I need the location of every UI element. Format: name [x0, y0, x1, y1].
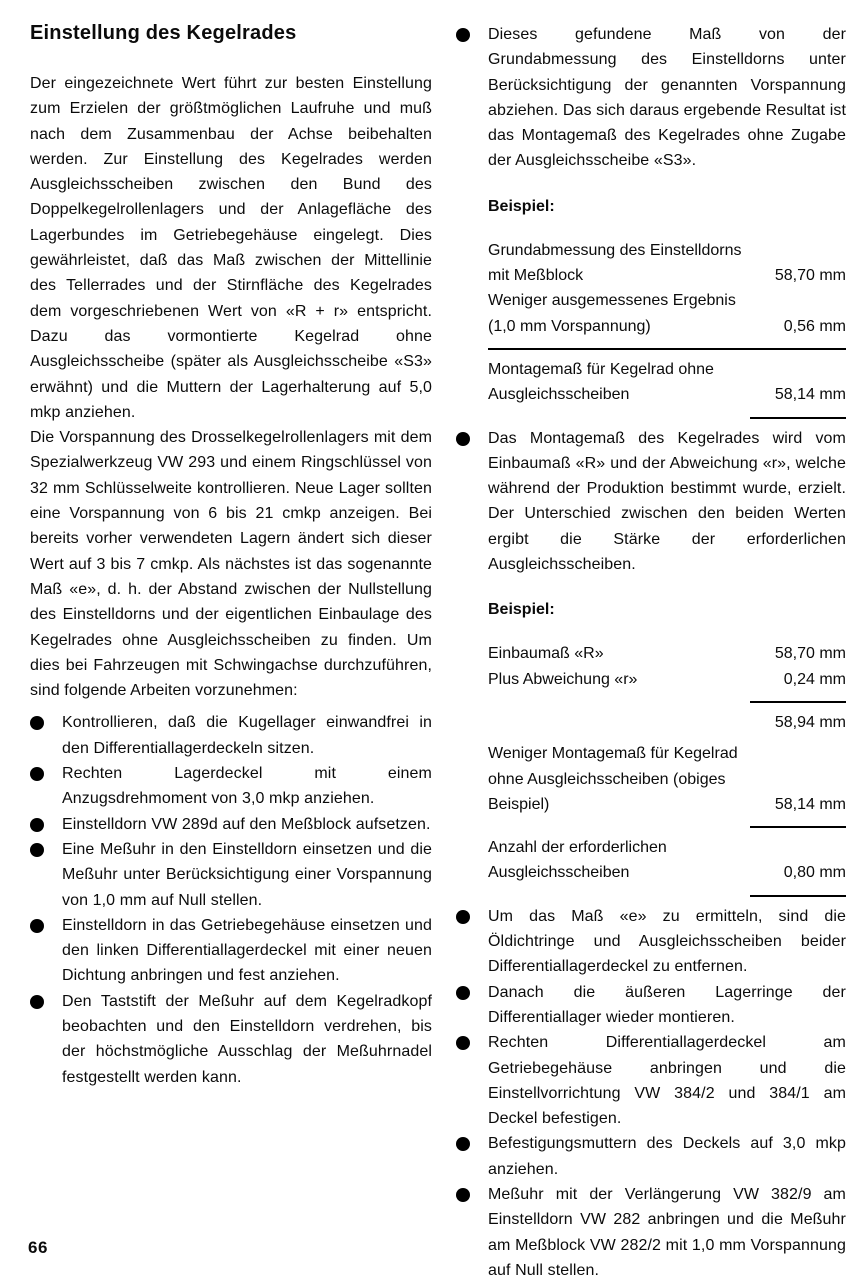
bullet-icon — [456, 432, 470, 446]
list-item-text: Rechten Lagerdeckel mit einem Anzugsdrehmoment von 3,0 mkp anziehen. — [62, 765, 432, 808]
sum-rule — [750, 895, 846, 897]
row-label: Einbaumaß «R» — [488, 645, 604, 663]
row-label: Plus Abweichung «r» — [488, 670, 638, 688]
sum-rule — [488, 348, 846, 350]
list-item — [456, 1182, 846, 1283]
list-item-text: Einstelldorn in das Getriebegehäuse einsetzen und den linken Differentiallagerdeckel mit einer neuen Dichtung anbringen und fest anziehen. — [62, 916, 432, 985]
list-item — [30, 989, 432, 1090]
list-item-text: Um das Maß «e» zu ermitteln, sind die Öldichtringe und Ausgleichsscheiben beider Differentiallagerdeckel zu entfernen. — [488, 907, 846, 976]
bullet-icon — [30, 995, 44, 1009]
table-row — [488, 288, 846, 339]
list-item — [30, 812, 432, 837]
list-item-text: Meßuhr mit der Verlängerung VW 382/9 am Einstelldorn VW 282 anbringen und die Meßuhr am Meßblock VW 282/2 mit 1,0 mm Vorspannung auf Null stellen. — [488, 1185, 846, 1279]
example-table-2 — [488, 601, 846, 896]
list-item-text: Das Montagemaß des Kegelrades wird vom Einbaumaß «R» und der Abweichung «r», welche während der Produktion bestimmt wurde, erzielt. Der Unterschied zwischen den beiden Werten ergibt die Stärke der erforderlichen Ausgleichsscheiben. — [488, 429, 846, 574]
example-table-1 — [488, 198, 846, 419]
list-item — [30, 913, 432, 989]
row-value: 0,24 mm — [783, 670, 846, 688]
row-label: Anzahl der erforderlichen Ausgleichsscheiben — [488, 839, 667, 882]
list-item — [456, 1030, 846, 1131]
row-label: Weniger Montagemaß für Kegelrad ohne Ausgleichsscheiben (obiges Beispiel) — [488, 745, 738, 813]
table-row — [488, 710, 846, 735]
list-item-text: Danach die äußeren Lagerringe der Differentiallager wieder montieren. — [488, 983, 846, 1026]
table-row — [488, 357, 846, 408]
list-item-text: Eine Meßuhr in den Einstelldorn einsetzen und die Meßuhr unter Berücksichtigung einer Vorspannung von 1,0 mm auf Null stellen. — [62, 840, 432, 909]
bullet-icon — [456, 910, 470, 924]
row-value: 58,14 mm — [774, 795, 846, 813]
right-column — [456, 22, 846, 1279]
table-row — [488, 741, 846, 817]
row-value: 58,14 mm — [774, 386, 846, 404]
bullet-icon — [30, 818, 44, 832]
list-item-text: Einstelldorn VW 289d auf den Meßblock aufsetzen. — [62, 815, 431, 833]
row-label: Grundabmessung des Einstelldorns mit Meßblock — [488, 241, 742, 285]
row-value: 58,94 mm — [774, 713, 846, 731]
example-heading: Beispiel: — [488, 197, 555, 215]
row-value: 0,80 mm — [783, 864, 846, 882]
table-row — [488, 641, 846, 666]
list-item-text: Kontrollieren, daß die Kugellager einwandfrei in den Differentiallagerdeckeln sitzen. — [62, 714, 432, 757]
bullet-icon — [30, 716, 44, 730]
list-item — [456, 980, 846, 1031]
list-item — [456, 1131, 846, 1182]
bullet-icon — [30, 767, 44, 781]
bullet-icon — [456, 986, 470, 1000]
section-title: Einstellung des Kegelrades — [30, 22, 297, 44]
sum-rule — [750, 701, 846, 703]
right-bullet-list — [456, 904, 846, 1283]
bullet-icon — [30, 843, 44, 857]
list-item-text: Den Taststift der Meßuhr auf dem Kegelradkopf beobachten und den Einstelldorn verdrehen, bis der höchstmögliche Ausschlag der Meßuhrnadel festgestellt werden kann. — [62, 992, 432, 1086]
left-column — [30, 22, 432, 1276]
bullet-icon — [456, 1188, 470, 1202]
bullet-icon — [456, 1036, 470, 1050]
list-item — [30, 710, 432, 761]
row-label: Weniger ausgemessenes Ergebnis (1,0 mm Vorspannung) — [488, 292, 736, 335]
sum-rule — [750, 417, 846, 419]
left-bullet-list — [30, 710, 432, 1089]
bullet-icon — [30, 919, 44, 933]
table-row — [488, 667, 846, 692]
bullet-icon — [456, 28, 470, 42]
paragraph-2: Die Vorspannung des Drosselkegelrollenlagers mit dem Spezialwerkzeug VW 293 und einem Ringschlüssel von 32 mm Schlüsselweite kontrollieren. Neue Lager sollten eine Vorspannung von 6 bis 21 cmkp anzeigen. Bei bereits vorher verwendeten Lagern ändert sich dieser Wert auf 3 bis 7 cmkp. Als nächstes ist das sogenannte Maß «e», d. h. der Abstand zwischen der Nullstellung des Einstelldorns und der eigentlichen Einbaulage des Kegelrades ohne Ausgleichsscheiben zu finden. Um dies bei Fahrzeugen mit Schwingachse durchzuführen, sind folgende Arbeiten vorzunehmen: — [30, 429, 432, 700]
row-label: Montagemaß für Kegelrad ohne Ausgleichsscheiben — [488, 360, 714, 404]
row-value: 58,70 mm — [774, 645, 846, 663]
page-number: 66 — [28, 1238, 48, 1257]
table-row — [488, 238, 846, 289]
list-item — [30, 837, 432, 913]
list-item-text: Befestigungsmuttern des Deckels auf 3,0 mkp anziehen. — [488, 1135, 846, 1178]
bullet-icon — [456, 1137, 470, 1151]
row-value: 0,56 mm — [783, 317, 846, 335]
list-item — [456, 426, 846, 578]
list-item-text: Dieses gefundene Maß von der Grundabmessung des Einstelldorns unter Berücksichtigung der genannten Vorspannung abziehen. Das sich daraus ergebende Resultat ist das Montagemaß des Kegelrades ohne Zugabe der Ausgleichsscheibe «S3». — [488, 26, 846, 170]
list-item — [30, 761, 432, 812]
list-item — [456, 904, 846, 980]
list-item-text: Rechten Differentiallagerdeckel am Getriebegehäuse anbringen und die Einstellvorrichtung VW 384/2 und 384/1 am Deckel befestigen. — [488, 1034, 846, 1128]
table-row — [488, 835, 846, 886]
example-heading: Beispiel: — [488, 601, 555, 619]
paragraph-1: Der eingezeichnete Wert führt zur besten Einstellung zum Erzielen der größtmöglichen Laufruhe und muß nach dem Zusammenbau der Achse beibehalten werden. Zur Einstellung des Kegelrades werden Ausgleichsscheiben zwischen den Bund des Doppelkegelrollenlagers und der Anlagefläche des Lagerbundes im Getriebegehäuse eingelegt. Dies gewährleistet, daß das Maß zwischen der Mittellinie des Tellerrades und der Stirnfläche des Kegelrades dem vorgeschriebenen Wert von «R + r» entspricht. Dazu das vormontierte Kegelrad ohne Ausgleichsscheibe (später als Ausgleichsscheibe «S3» erwähnt) und die Muttern der Lagerhalterung auf 5,0 mkp anziehen. — [30, 75, 432, 421]
row-value: 58,70 mm — [774, 267, 846, 285]
list-item — [456, 22, 846, 174]
sum-rule — [750, 826, 846, 828]
